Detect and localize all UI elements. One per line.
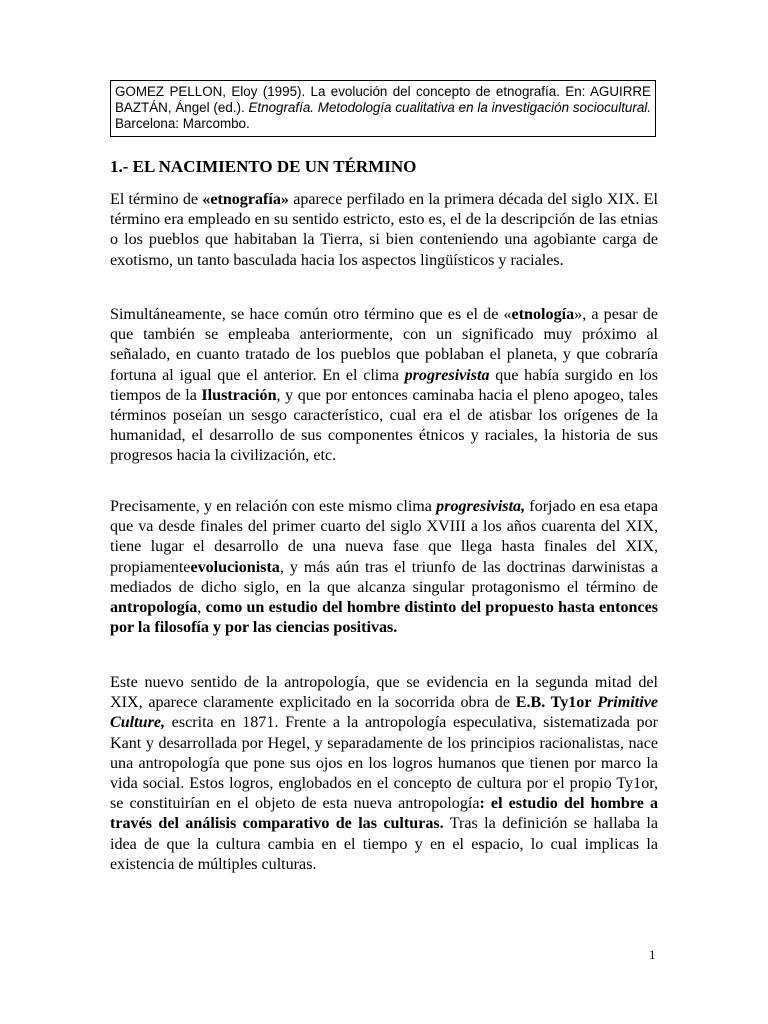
p1-text-2: aparece perfilado en la primera década del siglo XIX. El término era empleado en su sentido estricto, esto es, el de la descripción de las etnias o los pueblos que habitaban la Tierra, si bien conteniendo una agobiante carga de exotismo, un tanto basculada hacia los aspectos lingüísticos y raciales. bbox=[110, 191, 658, 269]
citation-authors: GOMEZ PELLON, Eloy (1995). La evolución del concepto de etnografía. En: AGUIRRE BAZTÁN, Ángel (ed.). bbox=[115, 84, 651, 115]
citation-book-title: Etnografía. Metodología cualitativa en la investigación sociocultural. bbox=[248, 100, 651, 115]
p2-text-3: que había surgido en los tiempos de la bbox=[110, 366, 659, 404]
p4-text-4: Tras la definición se hallaba la idea de que la cultura cambia en el tiempo y en el espacio, lo cual implicas la existencia de múltiples culturas. bbox=[110, 815, 658, 873]
p3-text-1: Precisamente, y en relación con este mismo clima bbox=[110, 498, 437, 515]
p4-bold-definition: : el estudio del hombre a través del análisis comparativo de las culturas. bbox=[110, 795, 658, 833]
paragraph-4 bbox=[110, 673, 658, 875]
p4-text-1: Este nuevo sentido de la antropología, que se evidencia en la segunda mitad del XIX, aparece claramente explicitado en la socorrida obra de bbox=[110, 674, 658, 712]
citation-publisher: Barcelona: Marcombo. bbox=[115, 116, 250, 131]
p4-author-tylor: E.B. Ty1or bbox=[515, 694, 592, 712]
p2-term-progresivista: progresivista bbox=[404, 366, 490, 384]
p3-text-2: forjado en esa etapa que va desde finales del primer cuarto del siglo XVIII a los años cuarenta del XIX, tiene lugar el desarrollo de una nueva fase que llega hasta finales del XIX, propiamente bbox=[110, 498, 658, 576]
p3-term-evolucionista: evolucionista bbox=[190, 558, 280, 576]
p3-text-3: , y más aún tras el triunfo de las doctrinas darwinistas a mediados de dicho siglo, en la que alcanza singular protagonismo el término de bbox=[110, 558, 658, 596]
p2-text-2: », a pesar de que también se empleaba anteriormente, con un significado muy próximo al señalado, en cuanto tratado de los pueblos que poblaban el planeta, y que cobraría fortuna al igual que el anterior. En el clima bbox=[110, 306, 658, 384]
p1-term-etnografia: «etnografía» bbox=[202, 191, 289, 208]
p4-text-3: escrita en 1871. Frente a la antropología especulativa, sistematizada por Kant y desarrollada por Hegel, y separadamente de los principios racionalistas, nace una antropología que pone sus ojos en los logros humanos que tienen por marco la vida social. Estos logros, englobados en el concepto de cultura por el propio Ty1or, se constituirían en el objeto de esta nueva antropología bbox=[110, 714, 658, 813]
bibliographic-citation-box bbox=[110, 80, 656, 137]
paragraph-3 bbox=[110, 497, 658, 638]
p3-term-progresivista: progresivista, bbox=[436, 498, 526, 515]
p2-text-1: Simultáneamente, se hace común otro término que es el de « bbox=[110, 306, 512, 323]
paragraph-1 bbox=[110, 190, 658, 271]
p2-text-4: , y que por entonces caminaba hacia el pleno apogeo, tales términos poseían un sesgo característico, cual era el de atisbar los orígenes de la humanidad, el desarrollo de sus componentes étnicos y raciales, la historia de sus progresos hacia la civilización, etc. bbox=[110, 386, 658, 465]
p2-term-ilustracion: Ilustración bbox=[201, 386, 277, 404]
p3-text-4: , bbox=[197, 599, 206, 617]
p3-bold-definition: como un estudio del hombre distinto del propuesto hasta entonces por la filosofía y por las ciencias positivas. bbox=[110, 599, 659, 637]
page-number: 1 bbox=[649, 947, 656, 962]
p2-term-etnologia: etnología bbox=[511, 306, 575, 323]
section-heading: 1.- EL NACIMIENTO DE UN TÉRMINO bbox=[110, 157, 417, 176]
p4-book-primitive-culture: Primitive Culture, bbox=[110, 694, 658, 732]
p3-term-antropologia: antropología bbox=[110, 599, 198, 617]
p1-text-1: El término de bbox=[110, 191, 203, 208]
paragraph-2 bbox=[110, 305, 658, 467]
